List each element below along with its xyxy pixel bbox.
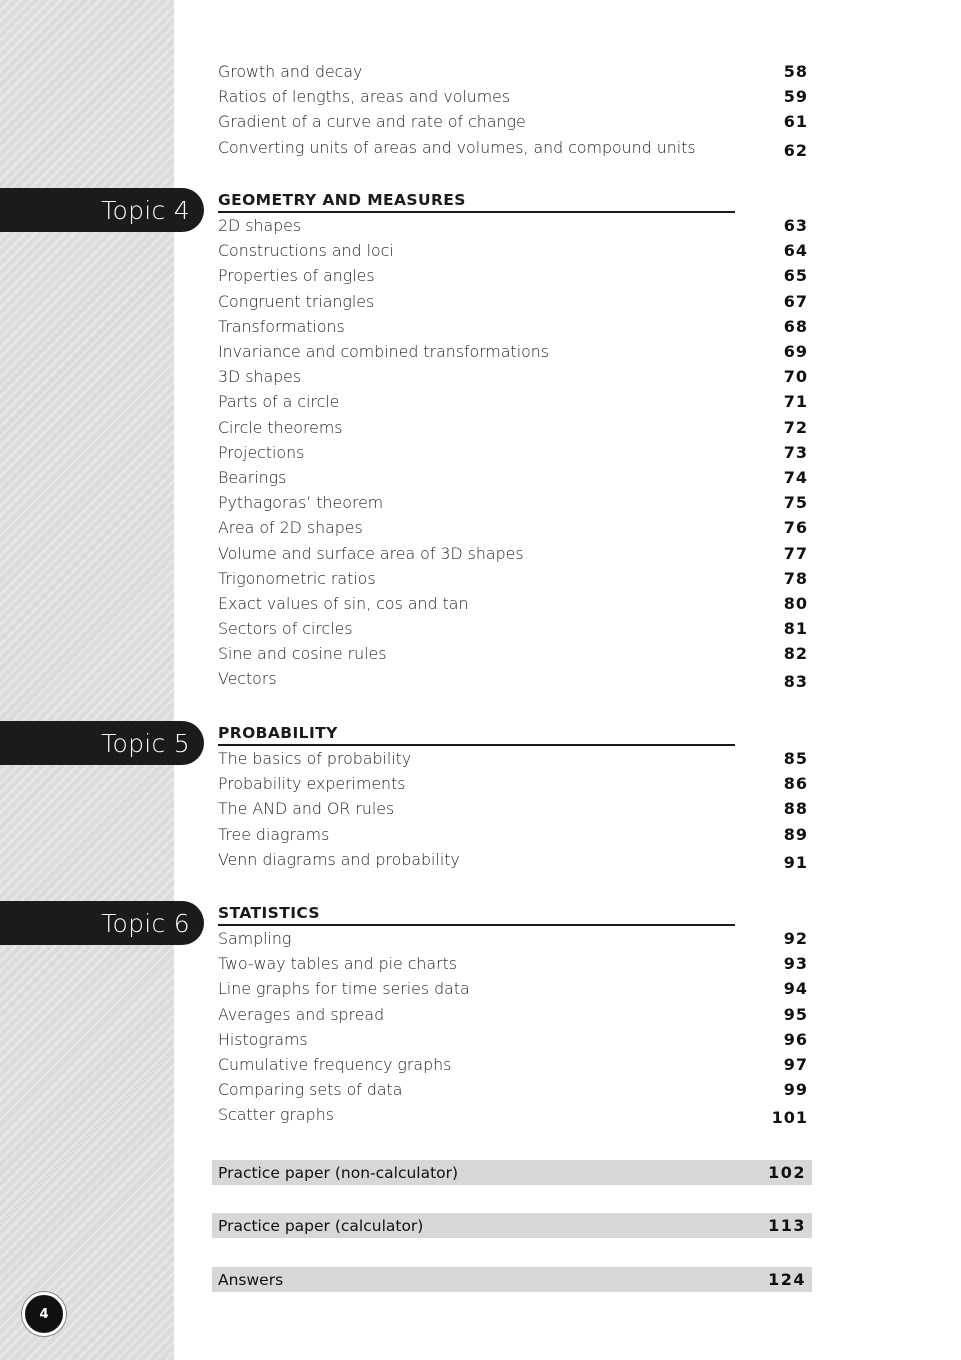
toc-page: 62 bbox=[783, 140, 808, 160]
toc-title: Cumulative frequency graphs bbox=[218, 1055, 452, 1075]
toc-row[interactable] bbox=[218, 109, 808, 134]
toc-title: Volume and surface area of 3D shapes bbox=[218, 543, 524, 563]
toc-title: Transformations bbox=[218, 316, 345, 336]
toc-title: Invariance and combined transformations bbox=[218, 342, 549, 362]
toc-row[interactable] bbox=[218, 926, 808, 951]
toc-row[interactable] bbox=[218, 59, 808, 84]
toc-page: 73 bbox=[783, 442, 808, 462]
toc-row[interactable] bbox=[218, 666, 808, 691]
toc-title: Constructions and loci bbox=[218, 241, 394, 261]
toc-title: Probability experiments bbox=[218, 774, 406, 794]
toc-title: Scatter graphs bbox=[218, 1105, 334, 1125]
toc-row[interactable] bbox=[218, 566, 808, 591]
toc-title: Comparing sets of data bbox=[218, 1080, 403, 1100]
toc-page: 75 bbox=[783, 493, 808, 513]
toc-title: Projections bbox=[218, 442, 305, 462]
toc-row[interactable] bbox=[218, 771, 808, 796]
toc-page: 72 bbox=[783, 417, 808, 437]
toc-title: Tree diagrams bbox=[218, 824, 330, 844]
toc-title: Venn diagrams and probability bbox=[218, 849, 460, 869]
toc-title: Bearings bbox=[218, 467, 287, 487]
toc-page: 96 bbox=[783, 1029, 808, 1049]
practice-paper-calculator-row[interactable] bbox=[212, 1213, 812, 1238]
toc-page: 88 bbox=[783, 799, 808, 819]
toc-page: 82 bbox=[783, 644, 808, 664]
toc-title: Sine and cosine rules bbox=[218, 644, 387, 664]
topic-6-tab: Topic 6 bbox=[0, 901, 204, 945]
toc-page: 102 bbox=[768, 1163, 806, 1182]
toc-row[interactable] bbox=[218, 540, 808, 565]
toc-row[interactable] bbox=[218, 415, 808, 440]
toc-row[interactable] bbox=[218, 314, 808, 339]
toc-row[interactable] bbox=[218, 746, 808, 771]
toc-page: 58 bbox=[783, 62, 808, 82]
answers-row[interactable] bbox=[212, 1267, 812, 1292]
toc-row[interactable] bbox=[218, 822, 808, 847]
toc-title: 3D shapes bbox=[218, 367, 302, 387]
toc-row[interactable] bbox=[218, 616, 808, 641]
toc-title: Congruent triangles bbox=[218, 291, 375, 311]
toc-row[interactable] bbox=[218, 641, 808, 666]
toc-title: Histograms bbox=[218, 1029, 308, 1049]
toc-page: 64 bbox=[783, 241, 808, 261]
toc-row[interactable] bbox=[218, 591, 808, 616]
toc-page: 63 bbox=[783, 216, 808, 236]
toc-title: Growth and decay bbox=[218, 62, 363, 82]
toc-row[interactable] bbox=[218, 951, 808, 976]
toc-row[interactable] bbox=[218, 1052, 808, 1077]
toc-row[interactable] bbox=[218, 847, 808, 872]
topic3-continued-list bbox=[218, 59, 808, 160]
toc-title: Answers bbox=[218, 1270, 284, 1289]
toc-title: Trigonometric ratios bbox=[218, 568, 376, 588]
toc-row[interactable] bbox=[218, 135, 808, 160]
toc-row[interactable] bbox=[218, 515, 808, 540]
toc-row[interactable] bbox=[218, 1002, 808, 1027]
toc-page: 92 bbox=[783, 929, 808, 949]
toc-page: 99 bbox=[783, 1080, 808, 1100]
toc-row[interactable] bbox=[218, 1102, 808, 1127]
toc-page: 69 bbox=[783, 342, 808, 362]
toc-title: Properties of angles bbox=[218, 266, 375, 286]
toc-title: The basics of probability bbox=[218, 749, 412, 769]
toc-page: 77 bbox=[783, 543, 808, 563]
toc-page: 80 bbox=[783, 593, 808, 613]
toc-title: Two-way tables and pie charts bbox=[218, 954, 458, 974]
toc-row[interactable] bbox=[218, 213, 808, 238]
toc-title: Exact values of sin, cos and tan bbox=[218, 593, 469, 613]
practice-paper-non-calculator-row[interactable] bbox=[212, 1160, 812, 1185]
toc-title: Area of 2D shapes bbox=[218, 518, 363, 538]
toc-row[interactable] bbox=[218, 263, 808, 288]
toc-page: 94 bbox=[783, 979, 808, 999]
toc-title: Parts of a circle bbox=[218, 392, 340, 412]
toc-title: Pythagoras’ theorem bbox=[218, 493, 384, 513]
toc-row[interactable] bbox=[218, 389, 808, 414]
toc-title: Averages and spread bbox=[218, 1004, 385, 1024]
toc-title: Circle theorems bbox=[218, 417, 343, 437]
toc-page: 113 bbox=[768, 1216, 806, 1235]
toc-title: 2D shapes bbox=[218, 216, 302, 236]
toc-page: 70 bbox=[783, 367, 808, 387]
toc-page: 78 bbox=[783, 568, 808, 588]
toc-title: Ratios of lengths, areas and volumes bbox=[218, 87, 511, 107]
toc-page: 76 bbox=[783, 518, 808, 538]
toc-row[interactable] bbox=[218, 339, 808, 364]
section-heading: GEOMETRY AND MEASURES bbox=[218, 189, 735, 213]
toc-row[interactable] bbox=[218, 289, 808, 314]
topic-4-tab: Topic 4 bbox=[0, 188, 204, 232]
topic-5-tab: Topic 5 bbox=[0, 721, 204, 765]
toc-page: 86 bbox=[783, 774, 808, 794]
toc-page: 59 bbox=[783, 87, 808, 107]
topic6-section bbox=[218, 902, 808, 1128]
topic4-section bbox=[218, 189, 808, 692]
toc-row[interactable] bbox=[218, 796, 808, 821]
toc-title: Gradient of a curve and rate of change bbox=[218, 112, 526, 132]
toc-row[interactable] bbox=[218, 976, 808, 1001]
toc-page: 89 bbox=[783, 824, 808, 844]
toc-title: Sectors of circles bbox=[218, 619, 353, 639]
toc-page: 124 bbox=[768, 1270, 806, 1289]
toc-title: Line graphs for time series data bbox=[218, 979, 470, 999]
toc-title: Sampling bbox=[218, 929, 292, 949]
toc-page: 85 bbox=[783, 749, 808, 769]
toc-page: 97 bbox=[783, 1055, 808, 1075]
toc-row[interactable] bbox=[218, 84, 808, 109]
toc-row[interactable] bbox=[218, 1077, 808, 1102]
section-heading: STATISTICS bbox=[218, 902, 735, 926]
toc-row[interactable] bbox=[218, 364, 808, 389]
section-heading: PROBABILITY bbox=[218, 722, 735, 746]
toc-page: 74 bbox=[783, 467, 808, 487]
toc-page: 71 bbox=[783, 392, 808, 412]
toc-title: Practice paper (non-calculator) bbox=[218, 1163, 459, 1182]
toc-page: 61 bbox=[783, 112, 808, 132]
toc-page: 83 bbox=[783, 672, 808, 692]
toc-page: 67 bbox=[783, 291, 808, 311]
toc-title: Converting units of areas and volumes, and compound units bbox=[218, 137, 696, 157]
toc-title: Vectors bbox=[218, 669, 277, 689]
toc-page: 81 bbox=[783, 619, 808, 639]
toc-row[interactable] bbox=[218, 440, 808, 465]
toc-page: 95 bbox=[783, 1004, 808, 1024]
toc-row[interactable] bbox=[218, 238, 808, 263]
topic5-section bbox=[218, 722, 808, 872]
toc-page: 65 bbox=[783, 266, 808, 286]
toc-page: 91 bbox=[783, 852, 808, 872]
toc-title: Practice paper (calculator) bbox=[218, 1216, 424, 1235]
toc-row[interactable] bbox=[218, 465, 808, 490]
toc-row[interactable] bbox=[218, 490, 808, 515]
toc-title: The AND and OR rules bbox=[218, 799, 395, 819]
toc-page: 68 bbox=[783, 316, 808, 336]
toc-row[interactable] bbox=[218, 1027, 808, 1052]
toc-page: 93 bbox=[783, 954, 808, 974]
page-number-badge: 4 bbox=[22, 1292, 66, 1336]
toc-page: 101 bbox=[771, 1108, 808, 1128]
